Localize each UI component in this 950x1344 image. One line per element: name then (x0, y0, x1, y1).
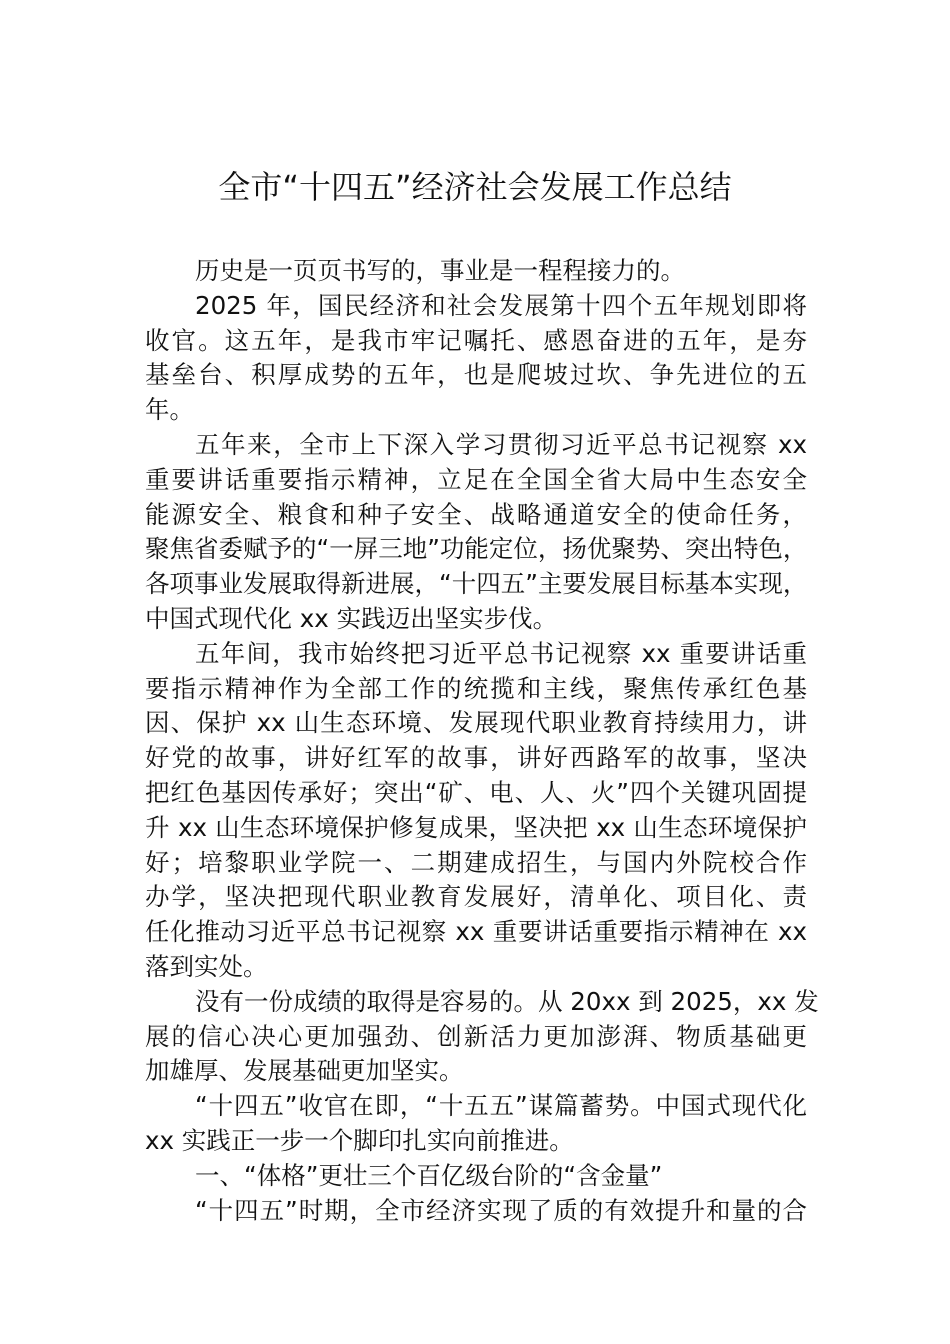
text-line: 历史是一页页书写的，事业是一程程接力的。 (195, 256, 685, 285)
text-line: 五年来，全市上下深入学习贯彻习近平总书记视察 xx (195, 429, 807, 459)
text-line: 落到实处。 (145, 951, 268, 981)
text-line: 把红色基因传承好；突出“矿、电、人、火”四个关键巩固提 (145, 777, 807, 807)
text-line: 基垒台、积厚成势的五年，也是爬坡过坎、争先进位的五 (145, 360, 807, 390)
text-line: 好；培黎职业学院一、二期建成招生，与国内外院校合作 (145, 847, 807, 877)
text-line: 加雄厚、发展基础更加坚实。 (145, 1056, 464, 1086)
text-line: 因、保护 xx 山生态环境、发展现代职业教育持续用力，讲 (145, 708, 807, 738)
text-line: 中国式现代化 xx 实践迈出坚实步伐。 (145, 603, 558, 633)
paragraph (145, 254, 807, 289)
text-line: 展的信心决心更加强劲、创新活力更加澎湃、物质基础更 (145, 1021, 807, 1051)
paragraph (145, 1089, 807, 1159)
section-heading (145, 1159, 807, 1194)
text-line: 要指示精神作为全部工作的统揽和主线，聚焦传承红色基 (145, 673, 807, 703)
text-line: 各项事业发展取得新进展，“十四五”主要发展目标基本实现， (145, 569, 808, 599)
paragraph (145, 637, 807, 985)
paragraph (145, 1194, 807, 1229)
text-line: 没有一份成绩的取得是容易的。从 20xx 到 2025，xx 发 (195, 986, 819, 1016)
document-title: 全市“十四五”经济社会发展工作总结 (218, 168, 732, 206)
text-line: 好党的故事，讲好红军的故事，讲好西路军的故事，坚决 (145, 743, 807, 773)
text-line: 收官。这五年，是我市牢记嘱托、感恩奋进的五年，是夯 (145, 325, 807, 355)
text-line: 任化推动习近平总书记视察 xx 重要讲话重要指示精神在 xx (145, 917, 807, 947)
paragraph (145, 985, 819, 1089)
text-line: 能源安全、粮食和种子安全、战略通道安全的使命任务， (145, 499, 807, 529)
text-line: xx 实践正一步一个脚印扎实向前推进。 (145, 1125, 574, 1155)
text-line: 五年间，我市始终把习近平总书记视察 xx 重要讲话重 (195, 638, 807, 668)
text-line: 重要讲话重要指示精神，立足在全国全省大局中生态安全 (145, 464, 807, 494)
document-body (145, 254, 819, 1228)
text-line: “十四五”时期，全市经济实现了质的有效提升和量的合 (195, 1195, 807, 1225)
text-line: 年。 (145, 395, 194, 425)
text-line: 升 xx 山生态环境保护修复成果，坚决把 xx 山生态环境保护 (145, 812, 807, 842)
text-line: 办学，坚决把现代职业教育发展好，清单化、项目化、责 (145, 882, 807, 912)
paragraph (145, 428, 807, 637)
paragraph (145, 289, 807, 428)
text-line: “十四五”收官在即，“十五五”谋篇蓄势。中国式现代化 (195, 1091, 807, 1121)
text-line: 2025 年，国民经济和社会发展第十四个五年规划即将 (195, 290, 807, 320)
text-line: 聚焦省委赋予的“一屏三地”功能定位，扬优聚势、突出特色， (145, 534, 808, 564)
text-line: 一、“体格”更壮三个百亿级台阶的“含金量” (195, 1160, 663, 1190)
